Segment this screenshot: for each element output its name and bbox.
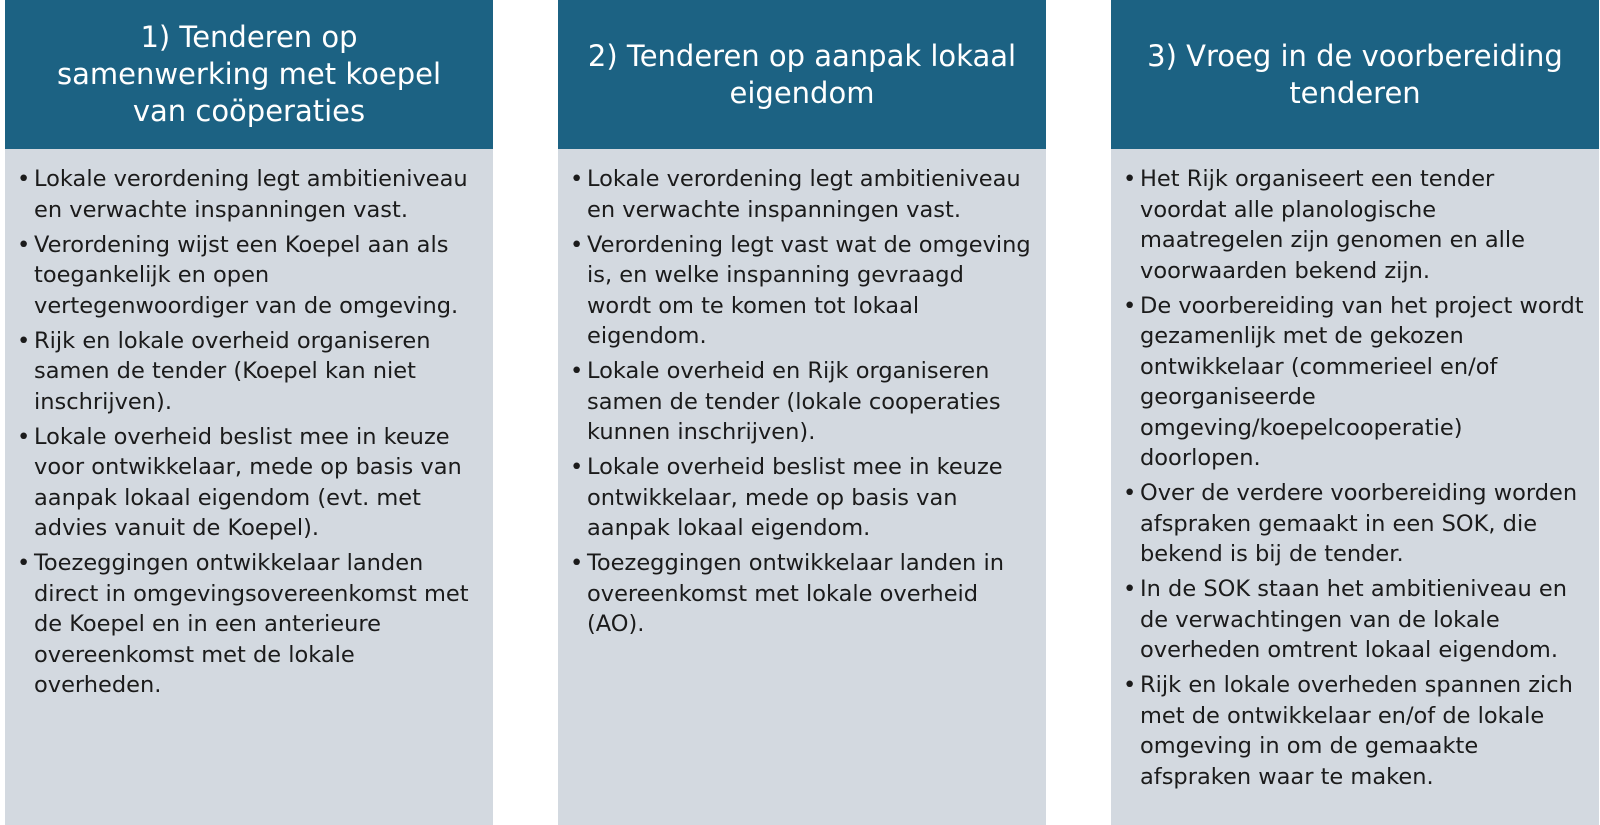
bullet-item: • Lokale overheid beslist mee in keuze ontwikkelaar, mede op basis van aanpak lokaal eigendom.: [570, 452, 1032, 544]
option-title: 3) Vroeg in de voorbereiding tenderen: [1111, 0, 1599, 149]
bullet-item: • Toezeggingen ontwikkelaar landen in overeenkomst met lokale overheid (AO).: [570, 548, 1032, 640]
bullet-item: • Toezeggingen ontwikkelaar landen direct in omgevingsovereenkomst met de Koepel en in een anterieure overeenkomst met de lokale overheden.: [17, 548, 479, 701]
bullet-item: • Verordening wijst een Koepel aan als toegankelijk en open vertegenwoordiger van de omgeving.: [17, 230, 479, 322]
bullet-item: • Lokale verordening legt ambitieniveau en verwachte inspanningen vast.: [570, 164, 1032, 225]
option-bullet-list: [5, 149, 493, 701]
bullet-item: • Lokale overheid en Rijk organiseren samen de tender (lokale cooperaties kunnen inschrijven).: [570, 356, 1032, 448]
bullet-item: • Rijk en lokale overheid organiseren samen de tender (Koepel kan niet inschrijven).: [17, 326, 479, 418]
option-bullet-list: [1111, 149, 1599, 792]
bullet-item: • Het Rijk organiseert een tender voordat alle planologische maatregelen zijn genomen en alle voorwaarden bekend zijn.: [1123, 164, 1585, 286]
bullet-item: • Lokale overheid beslist mee in keuze voor ontwikkelaar, mede op basis van aanpak lokaal eigendom (evt. met advies vanuit de Koepel).: [17, 422, 479, 544]
option-column-1: [5, 0, 493, 825]
bullet-item: • Over de verdere voorbereiding worden afspraken gemaakt in een SOK, die bekend is bij de tender.: [1123, 478, 1585, 570]
option-column-2: [558, 0, 1046, 825]
bullet-item: • In de SOK staan het ambitieniveau en de verwachtingen van de lokale overheden omtrent lokaal eigendom.: [1123, 574, 1585, 666]
bullet-item: • De voorbereiding van het project wordt gezamenlijk met de gekozen ontwikkelaar (commerieel en/of georganiseerde omgeving/koepelcooperatie) doorlopen.: [1123, 291, 1585, 474]
option-bullet-list: [558, 149, 1046, 640]
option-column-3: [1111, 0, 1599, 825]
option-title: 1) Tenderen op samenwerking met koepel van coöperaties: [5, 0, 493, 149]
bullet-item: • Lokale verordening legt ambitieniveau en verwachte inspanningen vast.: [17, 164, 479, 225]
bullet-item: • Rijk en lokale overheden spannen zich met de ontwikkelaar en/of de lokale omgeving in om de gemaakte afspraken waar te maken.: [1123, 670, 1585, 792]
option-title: 2) Tenderen op aanpak lokaal eigendom: [558, 0, 1046, 149]
bullet-item: • Verordening legt vast wat de omgeving is, en welke inspanning gevraagd wordt om te komen tot lokaal eigendom.: [570, 230, 1032, 352]
